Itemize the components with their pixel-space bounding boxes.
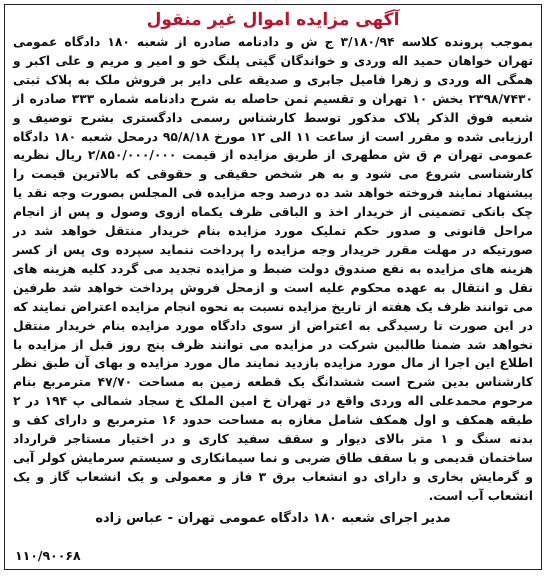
notice-title: آگهی مزایده اموال غیر منقول <box>146 10 400 30</box>
notice-body: بموجب پرونده کلاسه ۳/۱۸۰/۹۴ ج ش و دادنامه صادره از شعبه ۱۸۰ دادگاه عمومی تهران خواهان حمید اله وردی و خواندگان گیتی پلنگ خو و امیر و مریم و علی اکبر و همگی اله وردی و زهرا فامیل جابری و صدیقه علی دایر بر فروش ملک به پلاک ثبتی ۲۳۹۸/۷۴۳۰ بخش ۱۰ تهران و تقسیم ثمن حاصله به شرح دادنامه شماره ۳۳۳ صادره از شعبه فوق الذکر پلاک مذکور توسط کارشناس رسمی دادگستری بشرح توصیف و ارزیابی شده و مقرر است از ساعت ۱۱ الی ۱۲ مورخ ۹۵/۸/۱۸ درمحل شعبه ۱۸۰ دادگاه عمومی تهران م ق ش مطهری از طریق مزایده از قیمت ۲/۸۵۰/۰۰۰/۰۰۰ ریال نظریه کارشناسی شروع می شود و به هر شخص حقیقی و حقوقی که بالاترین قیمت را پیشنهاد نمایند فروخته خواهد شد ده درصد وجه مزایده فی المجلس بصورت وجه نقد یا چک بانکی تضمینی از خریدار اخذ و الباقی ظرف یکماه ازوی وصول و پس از انجام مراحل قانونی و صدور حکم تملیک مورد مزایده بنام خریدار منتقل خواهد شد در صورتیکه در مهلت مقرر خریدار وجه مزایده را پرداخت ننماید سپرده وی پس از کسر هزینه های مزایده به نفع صندوق دولت ضبط و مزایده تجدید می گردد کلیه هزینه های نقل و انتقال به عهده محکوم علیه است و ازمحل فروش پرداخت خواهد شد طرفین می توانند ظرف یک هفته از تاریخ مزایده نسبت به نحوه انجام مزایده اعتراض نمایند که در این صورت تا رسیدگی به اعتراض از سوی دادگاه مورد مزایده بنام خریدار منتقل نخواهد شد ضمنا طالبین شرکت در مزایده می توانند ظرف پنج روز قبل از مزایده با اطلاع این اجرا از مال مورد مزایده بازدید نمایند مال مورد مزایده و بهای آن طبق نظر کارشناس بدین شرح است ششدانگ یک قطعه زمین به مساحت ۴۷/۷۰ مترمربع بنام مرحوم محمدعلی اله وردی واقع در تهران خ امین الملک خ سجاد شمالی پ ۱۹۴ در ۲ طبقه همکف و اول همکف شامل مغازه به مساحت حدود ۱۶ مترمربع و دارای کف و بدنه سنگ و ۱ متر بالای دیوار و سقف سفید کاری و در اختیار مستاجر قرارداد ساختمان قدیمی و با سقف طاق ضربی و نما سیمانکاری و سیستم سرمایش کولر آبی و گرمایش بخاری و دارای دو انشعاب برق ۳ فاز و معمولی و یک انشعاب گاز و یک انشعاب آب است. <box>13 35 534 503</box>
legal-notice-box <box>4 4 542 570</box>
notice-reference-number: ۱۱۰/۹۰۰۶۸ <box>15 548 81 563</box>
notice-signature: مدیر اجرای شعبه ۱۸۰ دادگاه عمومی تهران - عباس زاده <box>95 510 451 526</box>
